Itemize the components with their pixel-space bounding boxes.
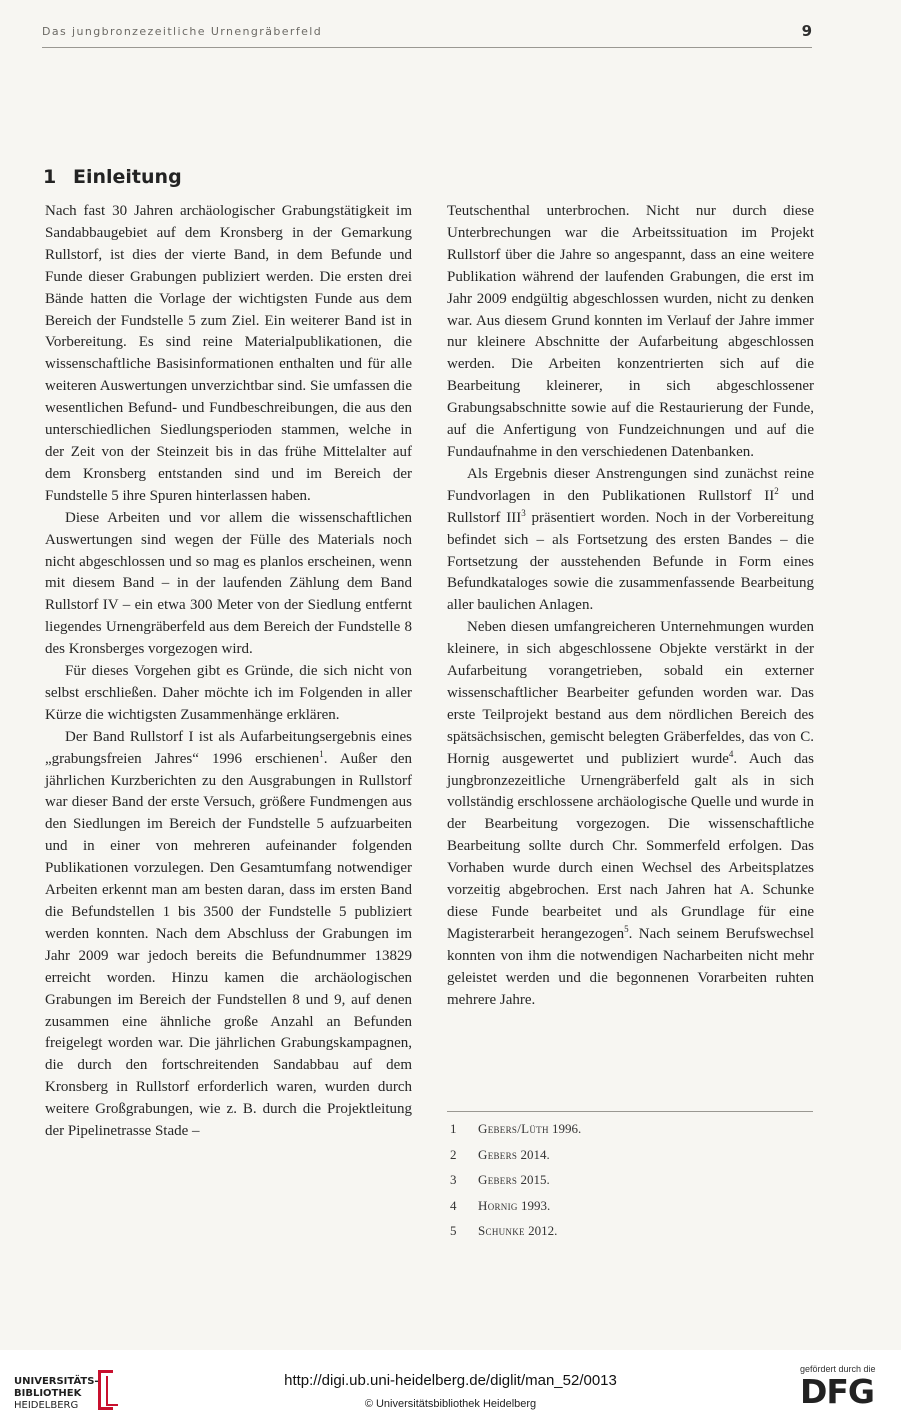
footnote-year: 1996. xyxy=(552,1121,582,1136)
footnote-ref[interactable]: 2 xyxy=(774,485,779,496)
section-title: Einleitung xyxy=(73,165,182,188)
footnote-year: 2015. xyxy=(520,1172,550,1187)
footnote-year: 2014. xyxy=(520,1146,550,1162)
footnote-number: 1 xyxy=(450,1121,457,1136)
paragraph-text: Als Ergebnis dieser Anstrengungen sind zunächst reine Fundvorlagen in den Publikationen Rullstorf II xyxy=(447,465,814,504)
paragraph-text: . Auch das jungbronzezeitliche Urnengräberfeld galt als in sich vollständig erschlossene archäologische Quelle und wurde in der Bearbeitung vorgezogen. Die wissenschaftliche Bearbeitung sollte durch Chr. Sommerfeld erfolgen. Das Vorhaben wurde durch einen Wechsel des Arbeitsplatzes vorzeitig abgebrochen. Erst nach Jahren hat A. Schunke diese Funde bearbeitet und als Grundlage für eine Magisterarbeit herangezogen xyxy=(447,750,814,942)
footnote-year: 2012. xyxy=(528,1223,558,1238)
footnote-number: 5 xyxy=(450,1223,457,1238)
paragraph: Diese Arbeiten und vor allem die wissenschaftlichen Auswertungen sind wegen der Fülle des Materials noch nicht abgeschlossen und so mag es planlos erscheinen, wenn mit diesem Band – in der laufenden Zählung dem Band Rullstorf IV – ein etwa 300 Meter von der Siedlung entfernt liegendes Urnengräberfeld aus dem Bereich der Fundstelle 8 des Kronsberges vorgezogen wird. xyxy=(45,509,412,658)
paragraph-text: präsentiert worden. Noch in der Vorbereitung befindet sich – als Fortsetzung des ersten Bandes – die Fortsetzung der ausstehenden Befunde in Form eines Befundkataloges sowie die zusammenfassende Bearbeitung aller baulichen Anlagen. xyxy=(447,509,814,614)
paragraph: Nach fast 30 Jahren archäologischer Grabungstätigkeit im Sandabbaugebiet auf dem Kronsberg in der Gemarkung Rullstorf, ist dies der vierte Band, in dem Befunde und Funde dieser Grabungen publiziert werden. Die ersten drei Bände hatten die Vorlage der wichtigsten Funde aus dem Bereich der Fundstelle 5 zum Ziel. Ein weiterer Band ist in Vorbereitung. Es sind reine Materialpublikationen, die wissenschaftliche Basisinformationen enthalten und für alle weiteren Auswertungen unverzichtbar sind. Sie umfassen die wesentlichen Befund- und Fundbeschreibungen, die aus den unterschiedlichen Siedlungsperioden stammen, welche in der Zeit von der Steinzeit bis in das frühe Mittelalter auf dem Kronsberg entstanden sind und im Bereich der Fundstelle 5 ihre Spuren hinterlassen haben. xyxy=(45,203,412,504)
running-head xyxy=(42,22,812,48)
paragraph-text: Neben diesen umfangreicheren Unternehmungen wurden kleinere, in sich abgeschlossene Objekte verstärkt in der Aufarbeitung vorangetrieben, sobald ein externer wissenschaftlicher Bearbeiter gefunden worden war. Das erste Teilprojekt bestand aus dem nördlichen Bereich des spätsächsischen, gemischt belegten Gräberfeldes, das von C. Hornig ausgewertet und publiziert wurde xyxy=(447,619,814,767)
footnote xyxy=(450,1146,810,1172)
footnote xyxy=(450,1171,810,1197)
paragraph-text: . Nach seinem Berufswechsel konnten von ihm die notwendigen Nacharbeiten nicht mehr geleistet werden und die begonnenen Vorarbeiten ruhten mehrere Jahre. xyxy=(447,925,814,1008)
footnote-author: Gebers xyxy=(478,1146,518,1162)
paragraph-text: Der Band Rullstorf I ist als Aufarbeitungsergebnis eines „grabungsfreien Jahres“ 1996 erschienen xyxy=(45,728,412,767)
running-title: Das jungbronzezeitliche Urnengräberfeld xyxy=(42,25,323,38)
paragraph xyxy=(45,727,412,1143)
footnote-number: 4 xyxy=(450,1197,457,1213)
section-heading xyxy=(43,166,182,188)
paragraph: Teutschenthal unterbrochen. Nicht nur durch diese Unterbrechungen war die Arbeitssituation im Projekt Rullstorf über die Jahre so angespannt, dass an eine weitere Publikation während der laufenden Grabungen, die erst im Jahr 2009 endgültig abgeschlossen wurden, nicht zu denken war. Aus diesem Grund konnten im Verlauf der Jahre immer nur kleinere Abschnitte der Aufarbeitung abgeschlossen werden. Die Arbeiten konzentrierten sich auf die Bearbeitung kleinerer, in sich abgeschlossener Grabungsabschnitte sowie auf die Restaurierung der Funde, auf die Anfertigung von Fundzeichnungen und auf die Fundaufnahme in den verschiedenen Datenbanken. xyxy=(447,203,814,460)
footnote-ref[interactable]: 4 xyxy=(728,748,734,759)
text-column-right xyxy=(447,201,814,1012)
footnote-year: 1993. xyxy=(520,1197,551,1213)
library-name-line: UNIVERSITÄTS- xyxy=(14,1376,99,1387)
library-name-line: HEIDELBERG xyxy=(14,1400,79,1411)
footnote-ref[interactable]: 1 xyxy=(319,748,324,759)
paragraph-text: und Rullstorf III xyxy=(447,487,814,526)
funder-logo[interactable] xyxy=(800,1364,890,1414)
funder-note: gefördert durch die xyxy=(800,1364,876,1374)
footnote-author: Gebers xyxy=(478,1172,518,1187)
paragraph-text: . Außer den jährlichen Kurzberichten zu den Ausgrabungen in Rullstorf war dieser Band der erste Versuch, größere Fundmengen aus den Siedlungen im Bereich der Fundstelle 5 aufzuarbeiten und in einer von mehreren aufeinander folgenden Publikationen vorzulegen. Den Gesamtumfang notwendiger Arbeiten erkennt man am besten daran, dass im ersten Band die Befundstellen 1 bis 3500 der Fundstelle 5 publiziert werden konnten. Nach dem Abschluss der Grabungen im Jahr 2009 war jedoch bereits die Befundnummer 13829 erreicht worden. Hinzu kamen die archäologischen Grabungen im Bereich der Fundstellen 8 und 9, auf denen zusammen eine ähnliche große Anzahl an Befunden freigelegt worden war. Die jährlichen Grabungskampagnen, die durch den fortschreitenden Sandabbau auf dem Kronsberg in Rullstorf erforderlich waren, wurden durch weitere Großgrabungen, wie z. B. durch die Projektleitung der Pipelinetrasse Stade – xyxy=(45,750,412,1140)
footnote-number: 2 xyxy=(450,1146,457,1162)
section-number: 1 xyxy=(43,165,57,188)
permalink[interactable]: http://digi.ub.uni-heidelberg.de/diglit/man_52/0013 xyxy=(284,1372,617,1389)
text-column-left xyxy=(45,201,412,1143)
footnote-author: Hornig xyxy=(478,1197,518,1213)
footnote xyxy=(450,1222,810,1248)
copyright-notice: © Universitätsbibliothek Heidelberg xyxy=(364,1398,537,1410)
footnote-author: Gebers/Lüth xyxy=(478,1121,549,1136)
footnotes xyxy=(450,1120,810,1248)
library-name-line: BIBLIOTHEK xyxy=(14,1388,82,1399)
footnote xyxy=(450,1197,810,1223)
viewer-footer xyxy=(0,1350,901,1422)
paragraph xyxy=(447,617,814,1011)
footnote xyxy=(450,1120,810,1146)
paragraph: Für dieses Vorgehen gibt es Gründe, die sich nicht von selbst erschließen. Daher möchte ich im Folgenden in aller Kürze die wichtigsten Zusammenhänge erklären. xyxy=(45,663,412,723)
footnote-author: Schunke xyxy=(478,1223,525,1238)
paragraph xyxy=(447,464,814,617)
footnote-number: 3 xyxy=(450,1172,457,1187)
page-number: 9 xyxy=(801,22,812,40)
footnote-ref[interactable]: 5 xyxy=(624,923,629,934)
dfg-logo-text: DFG xyxy=(800,1372,875,1411)
footnote-divider xyxy=(447,1111,813,1112)
footnote-ref[interactable]: 3 xyxy=(521,507,526,518)
